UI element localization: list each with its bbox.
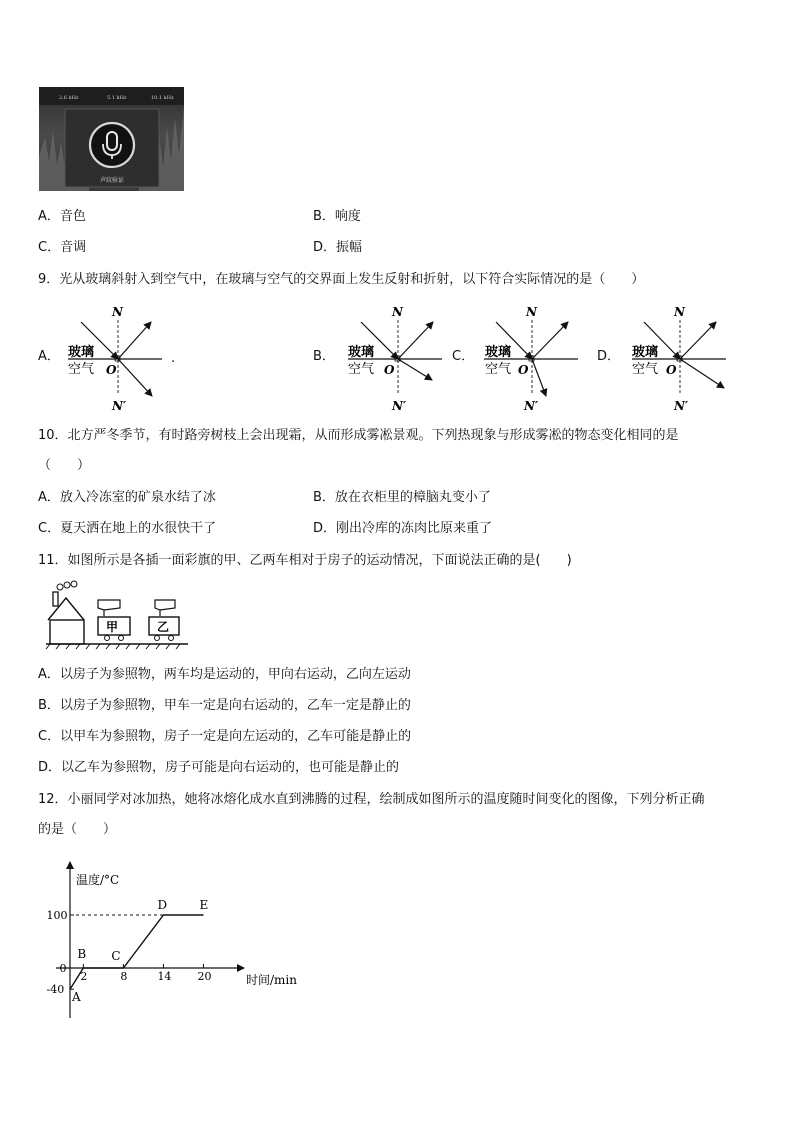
q9-b-n-top: N (392, 305, 403, 319)
q11-option-a[interactable]: A．以房子为参照物，两车均是运动的，甲向右运动，乙向左运动 (38, 667, 411, 682)
q9-option-c-label[interactable]: C． (452, 349, 475, 364)
q9-a-air: 空气 (68, 362, 95, 377)
q11-option-d[interactable]: D．以乙车为参照物，房子可能是向右运动的，也可能是静止的 (38, 760, 400, 775)
q9-b-glass: 玻璃 (348, 345, 375, 360)
q11-option-b[interactable]: B．以房子为参照物，甲车一定是向右运动的，乙车一定是静止的 (38, 698, 411, 713)
q12-stem-line2: 的是（ ） (38, 822, 117, 837)
q10-stem-line1: 10．北方严冬季节，有时路旁树枝上会出现霜，从而形成雾凇景观。下列热现象与形成雾凇的物态变化相同的是 (38, 428, 679, 443)
q11-option-c[interactable]: C．以甲车为参照物，房子一定是向左运动的，乙车可能是静止的 (38, 729, 412, 744)
q9-d-air: 空气 (632, 362, 659, 377)
q9-a-glass: 玻璃 (68, 345, 95, 360)
freq-label-3: 10.1 kHz (151, 95, 174, 101)
y-axis-label: 温度/°C (76, 873, 120, 887)
q10-option-c[interactable]: C．夏天洒在地上的水很快干了 (38, 521, 217, 536)
q9-c-origin: O (518, 363, 529, 377)
point-label-b: B (77, 947, 87, 961)
q9-option-a-label[interactable]: A． (38, 349, 60, 364)
x-tick-label-8: 8 (120, 970, 128, 983)
car-jia-label: 甲 (106, 620, 119, 634)
q10-option-a[interactable]: A．放入冷冻室的矿泉水结了冰 (38, 490, 216, 505)
x-tick-label-14: 14 (157, 970, 172, 983)
temperature-series-line (70, 915, 204, 989)
q9-d-n-top: N (674, 305, 685, 319)
q9-stem: 9．光从玻璃斜射入到空气中，在玻璃与空气的交界面上发生反射和折射，以下符合实际情况的是（ ） (38, 272, 645, 287)
q8-option-a[interactable]: A．音色 (38, 209, 86, 224)
q9-b-air: 空气 (348, 362, 375, 377)
q10-option-b[interactable]: B．放在衣柜里的樟脑丸变小了 (313, 490, 491, 505)
point-label-c: C (111, 949, 121, 963)
q11-stem: 11．如图所示是各插一面彩旗的甲、乙两车相对于房子的运动情况，下面说法正确的是( ) (38, 553, 572, 568)
q12-stem-line1: 12．小丽同学对冰加热，她将冰熔化成水直到沸腾的过程，绘制成如图所示的温度随时间变化的图像，下列分析正确 (38, 792, 705, 807)
q9-d-n-bottom: N′ (674, 399, 689, 413)
x-tick-label-2: 2 (80, 970, 88, 983)
q9-d-glass: 玻璃 (632, 345, 659, 360)
freq-label-2: 5.1 kHz (107, 95, 127, 101)
q10-stem-line2: （ ） (38, 458, 91, 473)
q9-c-n-top: N (526, 305, 537, 319)
y-tick-label-0: 0 (59, 962, 67, 975)
y-tick-label--40: -40 (46, 983, 65, 997)
q9-a-n-bottom: N′ (112, 399, 127, 413)
freq-label-1: 2.6 kHz (59, 95, 79, 101)
q9-a-origin: O (106, 363, 117, 377)
q9-a-n-top: N (112, 305, 123, 319)
x-axis-label: 时间/min (246, 973, 297, 987)
point-label-e: E (199, 898, 209, 912)
y-tick-label-100: 100 (46, 909, 68, 922)
q9-trailing-dot: . (171, 351, 176, 366)
q9-c-air: 空气 (485, 362, 512, 377)
q9-c-n-bottom: N′ (524, 399, 539, 413)
q9-b-n-bottom: N′ (392, 399, 407, 413)
q9-option-d-label[interactable]: D． (597, 349, 621, 364)
q8-option-d[interactable]: D．振幅 (313, 240, 363, 255)
photo-caption: 声纹验证 (99, 177, 125, 184)
q8-option-b[interactable]: B．响度 (313, 209, 361, 224)
x-tick-label-20: 20 (197, 970, 212, 983)
q9-b-origin: O (384, 363, 395, 377)
q8-option-c[interactable]: C．音调 (38, 240, 87, 255)
q9-c-glass: 玻璃 (485, 345, 512, 360)
point-label-a: A (72, 990, 81, 1005)
q9-option-b-label[interactable]: B． (313, 349, 335, 364)
q9-d-origin: O (666, 363, 677, 377)
car-yi-label: 乙 (157, 620, 170, 634)
q10-option-d[interactable]: D．刚出冷库的冻肉比原来重了 (313, 521, 493, 536)
point-label-d: D (157, 898, 168, 912)
